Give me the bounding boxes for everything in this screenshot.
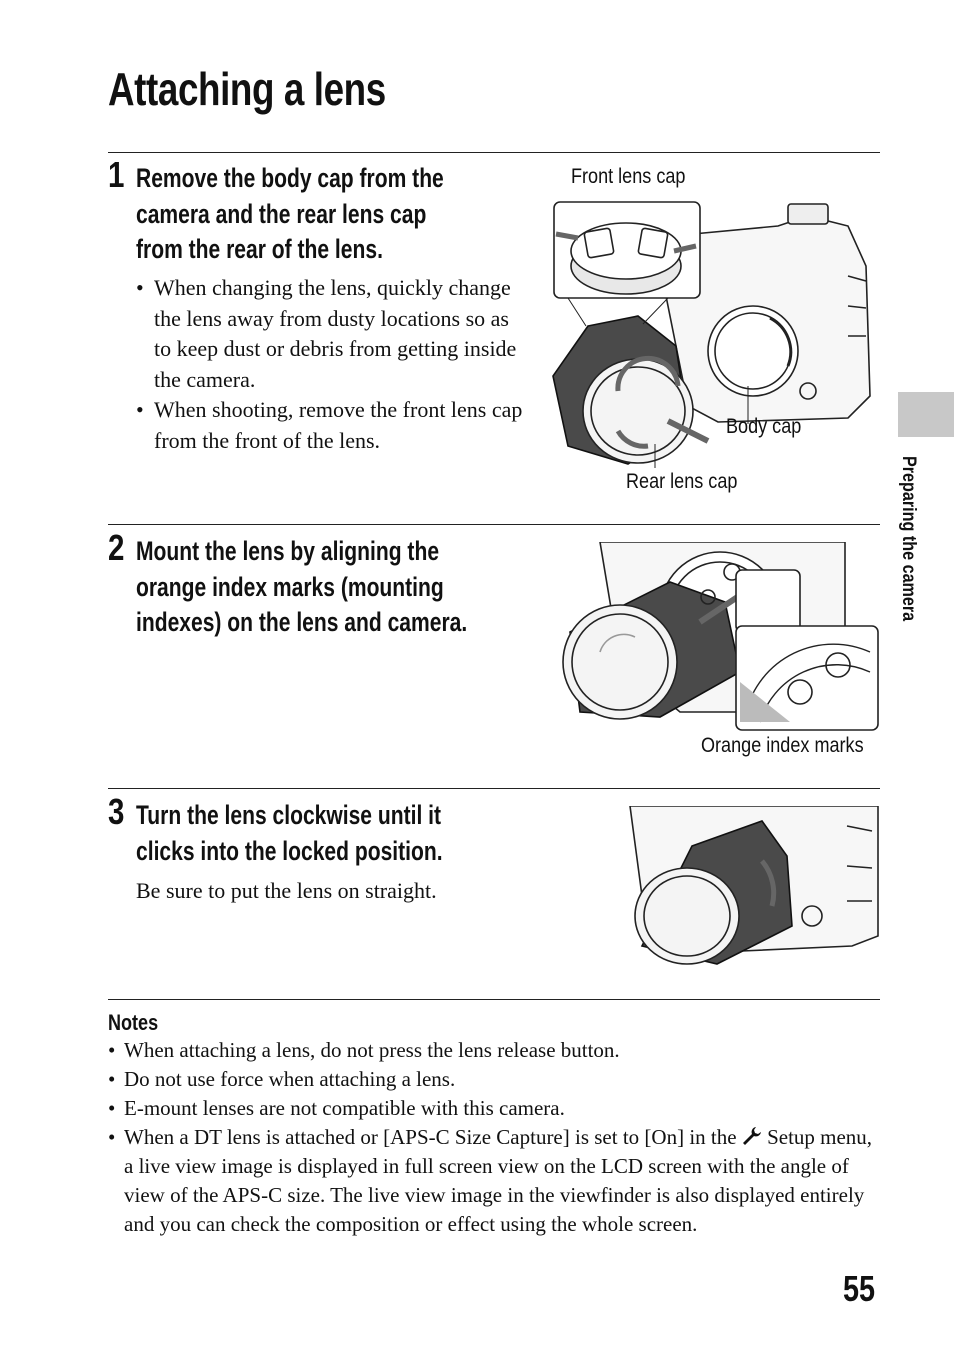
- step-1-heading-line: from the rear of the lens.: [136, 234, 383, 264]
- rear-lens-cap-caption: Rear lens cap: [626, 470, 738, 493]
- side-tab-label: Preparing the camera: [898, 456, 919, 622]
- step-2-heading-line: indexes) on the lens and camera.: [136, 607, 468, 637]
- step-2-heading: [136, 534, 467, 641]
- camera-lens-caps-illustration: [548, 196, 878, 476]
- step-3-heading: [136, 798, 443, 869]
- list-item: [108, 1123, 878, 1239]
- notes-heading: Notes: [108, 1010, 159, 1035]
- step-2-heading-line: orange index marks (mounting: [136, 571, 444, 602]
- step-3-heading-line: Turn the lens clockwise until it: [136, 800, 442, 830]
- step-3-heading-line: clicks into the locked position.: [136, 835, 443, 866]
- list-item: • E-mount lenses are not compatible with this camera.: [108, 1094, 878, 1123]
- front-lens-cap-caption: Front lens cap: [571, 165, 686, 188]
- wrench-icon: [742, 1126, 762, 1146]
- list-item: • When attaching a lens, do not press the lens release button.: [108, 1036, 878, 1065]
- step-3-number: 3: [108, 791, 125, 832]
- body-cap-caption: Body cap: [726, 415, 802, 438]
- step-1-heading: [136, 161, 444, 268]
- section-divider: [108, 999, 880, 1000]
- section-divider: [108, 788, 880, 789]
- step-2-number: 2: [108, 527, 125, 568]
- section-divider: [108, 524, 880, 525]
- orange-index-marks-caption: Orange index marks: [701, 734, 864, 757]
- lens-locked-illustration: [622, 806, 880, 966]
- step-1-number: 1: [108, 154, 125, 195]
- side-tab-marker: [898, 392, 954, 437]
- notes-list: [108, 1036, 878, 1239]
- page-title: Attaching a lens: [108, 63, 386, 115]
- step-1-heading-line: Remove the body cap from the: [136, 163, 444, 193]
- step-1-heading-line: camera and the rear lens cap: [136, 198, 427, 229]
- note-text: Setup menu, a live view image is displayed in full screen view on the LCD screen with the angle of view of the APS-C size. The live view image in the viewfinder is also displayed entirely and you can check the composition or effect using the whole screen.: [124, 1125, 873, 1236]
- page-number: 55: [843, 1268, 876, 1309]
- step-1-bullet-list: [136, 273, 528, 456]
- note-text: When a DT lens is attached or [APS-C Size Capture] is set to [On] in the: [124, 1125, 737, 1149]
- step-2-heading-line: Mount the lens by aligning the: [136, 536, 440, 566]
- list-item: • Do not use force when attaching a lens.: [108, 1065, 878, 1094]
- step-3-body: Be sure to put the lens on straight.: [136, 878, 437, 903]
- list-item: • When shooting, remove the front lens cap from the front of the lens.: [136, 395, 528, 456]
- section-divider: [108, 152, 880, 153]
- lens-mounting-illustration: [560, 542, 880, 732]
- list-item: • When changing the lens, quickly change the lens away from dusty locations so as to keep dust or debris from getting inside the camera.: [136, 273, 528, 395]
